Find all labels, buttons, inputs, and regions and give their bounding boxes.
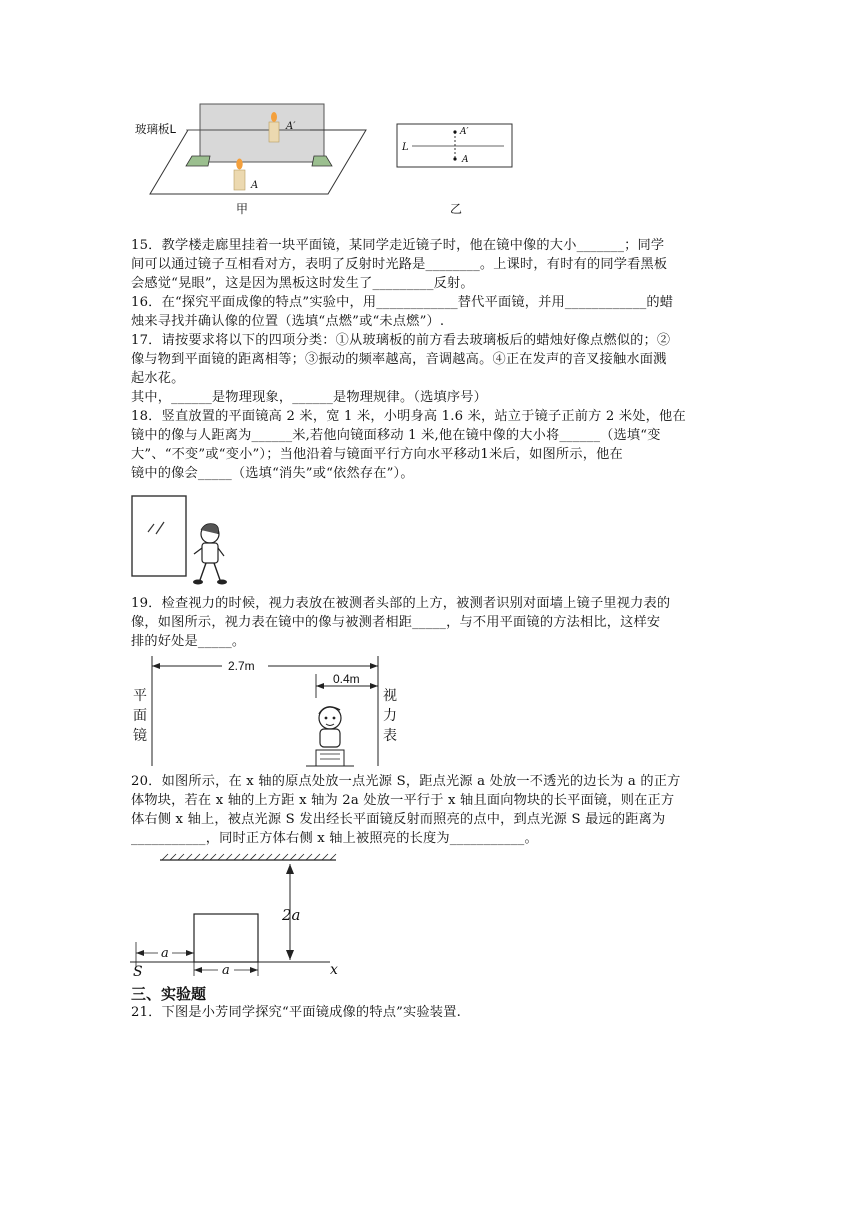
q18-line1: 18．竖直放置的平面镜高 2 米，宽 1 米，小明身高 1.6 米，站立于镜子正前方 2 米处，他在	[131, 409, 686, 424]
glass-plate	[200, 104, 324, 162]
q19-line3: 排的好处是_____。	[131, 634, 246, 649]
q16-line1: 16．在“探究平面成像的特点”实验中，用____________替代平面镜，并用____________的蜡	[131, 295, 674, 310]
q18-line3: 大”、“不变”或“变小”）；当他沿着与镜面平行方向水平移动1米后，如图所示，他在	[131, 447, 623, 462]
mirror-label-2: 面	[133, 708, 147, 724]
q17-line2: 像与物到平面镜的距离相等；③振动的频率越高，音调越高。④正在发声的音叉接触水面溅	[131, 352, 667, 367]
label-A-prime: A′	[286, 121, 296, 132]
q16-line2: 烛来寻找并确认像的位置（选填“点燃”或“未点燃”）.	[131, 314, 445, 329]
label-a-left: a	[161, 946, 169, 961]
q20-line3: 体右侧 x 轴上，被点光源 S 发出经长平面镜反射而照亮的点中，到点光源 S 最远的距离为	[131, 812, 666, 827]
chart-label-2: 力	[383, 708, 397, 724]
figure-yi	[396, 122, 514, 170]
support-right	[312, 156, 332, 166]
cube-block	[194, 914, 258, 962]
yi-label-L: L	[402, 142, 409, 153]
seated-person	[306, 707, 354, 766]
glass-label: 玻璃板L	[135, 122, 176, 136]
q20-line1: 20．如图所示，在 x 轴的原点处放一点光源 S，距点光源 a 处放一不透光的边长为 a 的正方	[131, 774, 681, 789]
q15-line1: 15．教学楼走廊里挂着一块平面镜，某同学走近镜子时，他在镜中像的大小_______；同学	[131, 238, 665, 253]
yi-label-A-prime: A′	[460, 127, 469, 137]
child-figure	[193, 524, 227, 585]
dist-total-label: 2.7m	[228, 659, 255, 673]
q17-line1: 17．请按要求将以下的四项分类：①从玻璃板的前方看去玻璃板后的蜡烛好像点燃似的；②	[131, 333, 671, 348]
label-2a: 2a	[282, 906, 301, 924]
wall-mirror	[132, 496, 186, 576]
q18-line4: 镜中的像会_____（选填“消失”或“依然存在”）。	[131, 466, 414, 481]
label-A: A	[251, 180, 259, 191]
dist-short-label: 0.4m	[333, 672, 360, 686]
q17-line3: 起水花。	[131, 371, 185, 386]
section-heading: 三、实验题	[131, 985, 207, 1003]
q20-line2: 体物块，若在 x 轴的上方距 x 轴为 2a 处放一平行于 x 轴且面向物块的长平面镜，则在正方	[131, 793, 675, 808]
label-x: x	[330, 962, 338, 978]
candle-image	[269, 122, 279, 142]
q19-line2: 像，如图所示，视力表在镜中的像与被测者相距_____，与不用平面镜的方法相比，这样安	[131, 615, 661, 630]
q20-line4: ___________，同时正方体右侧 x 轴上被照亮的长度为___________。	[131, 831, 538, 846]
q15-line2: 间可以通过镜子互相看对方，表明了反射时光路是________。上课时，有时有的同学看黑板	[131, 257, 668, 272]
mirror-label	[133, 686, 147, 746]
yi-label-A: A	[462, 155, 469, 165]
q19-line1: 19．检查视力的时候，视力表放在被测者头部的上方，被测者识别对面墙上镜子里视力表的	[131, 596, 671, 611]
chart-label-1: 视	[383, 688, 397, 704]
q21-line1: 21．下图是小芳同学探究“平面镜成像的特点”实验装置.	[131, 1005, 461, 1020]
label-a-bottom: a	[222, 963, 230, 978]
caption-jia: 甲	[236, 202, 249, 216]
chart-label	[383, 686, 397, 746]
q20-figure	[130, 852, 355, 982]
caption-yi: 乙	[450, 202, 463, 216]
candle-object	[234, 170, 245, 190]
chart-label-3: 表	[383, 728, 397, 744]
figure-jia	[130, 98, 370, 218]
q18-line2: 镜中的像与人距离为______米,若他向镜面移动 1 米,他在镜中像的大小将______（选填“变	[131, 428, 661, 443]
q17-line4: 其中，______是物理现象，______是物理规律。（选填序号）	[131, 390, 488, 405]
mirror-label-3: 镜	[133, 728, 147, 744]
q15-line3: 会感觉“晃眼”，这是因为黑板这时发生了_________反射。	[131, 276, 474, 291]
support-left	[186, 156, 210, 166]
mirror-label-1: 平	[133, 688, 147, 704]
label-S: S	[133, 964, 143, 980]
q18-figure	[130, 494, 230, 590]
